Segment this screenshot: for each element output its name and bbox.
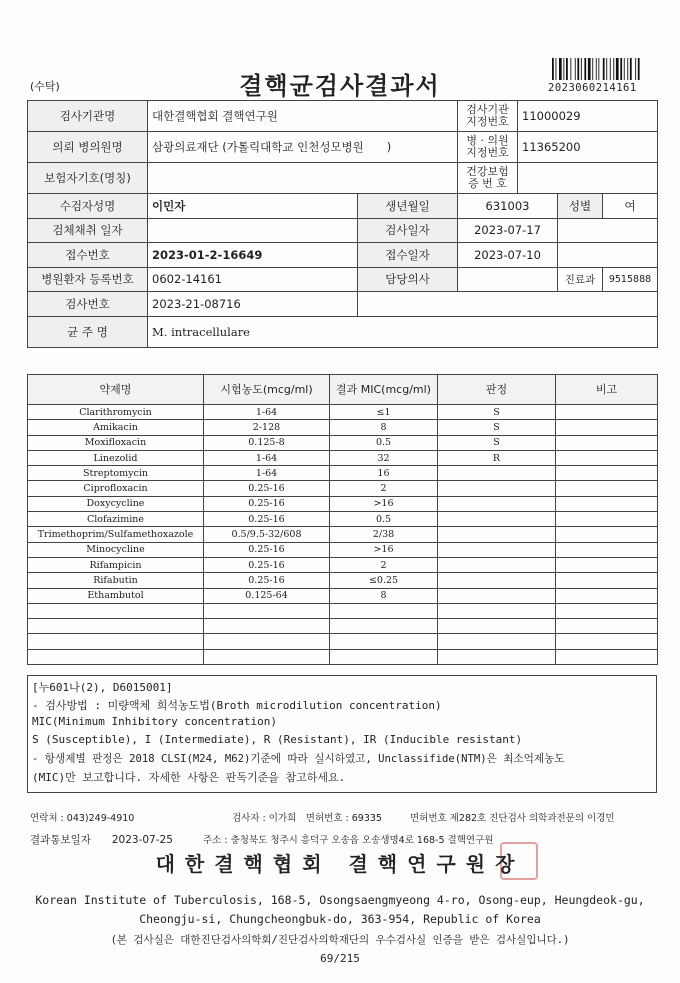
barcode-bar <box>556 58 557 80</box>
test-concentration: 1-64 <box>204 466 330 481</box>
barcode-bar <box>566 58 568 80</box>
info-row-insurance <box>28 163 658 194</box>
interpretation <box>438 573 556 588</box>
header-interpretation: 판정 <box>438 375 556 405</box>
empty-row <box>28 649 658 664</box>
barcode-bar <box>581 58 582 80</box>
barcode <box>552 58 652 80</box>
empty-cell <box>438 649 556 664</box>
remarks <box>556 512 658 527</box>
barcode-bar <box>584 58 586 80</box>
drug-name: Amikacin <box>28 420 204 435</box>
barcode-bar <box>616 58 619 80</box>
barcode-bar <box>638 58 640 80</box>
drug-row <box>28 405 658 420</box>
interpretation: R <box>438 450 556 465</box>
test-no-label: 검사번호 <box>28 292 148 317</box>
empty-cell <box>330 603 438 618</box>
dob: 631003 <box>458 194 558 219</box>
sex: 여 <box>603 194 658 219</box>
info-row-lab <box>28 101 658 132</box>
lab-code: 11000029 <box>518 101 658 132</box>
mic-result: 8 <box>330 588 438 603</box>
interpretation <box>438 481 556 496</box>
barcode-number: 2023060214161 <box>548 82 637 94</box>
test-concentration: 0.25-16 <box>204 496 330 511</box>
institute-name: 대한결핵협회 결핵연구원장 <box>155 852 525 876</box>
test-concentration: 0.25-16 <box>204 481 330 496</box>
receipt-date-label: 접수일자 <box>358 243 458 268</box>
empty-cell <box>204 649 330 664</box>
mic-result: 2 <box>330 481 438 496</box>
note-criteria: - 항생제별 판정은 2018 CLSI(M24, M62)기준에 따라 실시하였고, Unclassifide(NTM)은 최소억제농도 <box>32 753 565 765</box>
collect-date <box>148 218 358 243</box>
referral-label: 의뢰 병의원명 <box>28 132 148 163</box>
empty-row <box>28 634 658 649</box>
dept: 9515888 <box>603 267 658 292</box>
drug-row <box>28 542 658 557</box>
info-row-organism <box>28 316 658 347</box>
empty-cell <box>330 634 438 649</box>
remarks <box>556 496 658 511</box>
barcode-bar <box>624 58 625 80</box>
mic-result: 2 <box>330 557 438 572</box>
mic-result: ≤0.25 <box>330 573 438 588</box>
barcode-bar <box>606 58 607 80</box>
test-concentration: 1-64 <box>204 405 330 420</box>
document-title: 결핵균검사결과서 <box>239 72 441 100</box>
test-no: 2023-21-08716 <box>148 292 358 317</box>
note-mic: MIC(Minimum Inhibitory concentration) <box>32 715 278 728</box>
barcode-bar <box>552 58 554 80</box>
empty-cell <box>28 649 204 664</box>
interpretation <box>438 557 556 572</box>
lab-name: 대한결핵협회 결핵연구원 <box>148 101 458 132</box>
empty-cell <box>204 603 330 618</box>
notes-box <box>27 675 657 793</box>
drug-name: Doxycycline <box>28 496 204 511</box>
hosp-no-label: 병원환자 등록번호 <box>28 267 148 292</box>
empty-row <box>28 619 658 634</box>
health-ins <box>518 163 658 194</box>
empty-cell <box>438 603 556 618</box>
test-date: 2023-07-17 <box>458 218 558 243</box>
drug-row <box>28 420 658 435</box>
barcode-bar <box>570 58 571 80</box>
empty-cell <box>556 649 658 664</box>
empty-cell <box>28 619 204 634</box>
barcode-bar <box>627 58 628 80</box>
receipt-no: 2023-01-2-16649 <box>148 243 358 268</box>
mic-result: >16 <box>330 542 438 557</box>
empty-cell <box>556 634 658 649</box>
barcode-bar <box>610 58 611 80</box>
patient-label: 수검자성명 <box>28 194 148 219</box>
empty-cell <box>204 619 330 634</box>
drug-row <box>28 512 658 527</box>
notify-date: 결과통보일자 2023-07-25 <box>30 834 173 846</box>
drug-name: Trimethoprim/Sulfamethoxazole <box>28 527 204 542</box>
drug-name: Linezolid <box>28 450 204 465</box>
test-concentration: 0.5/9.5-32/608 <box>204 527 330 542</box>
mic-result: 8 <box>330 420 438 435</box>
drug-name: Clofazimine <box>28 512 204 527</box>
test-concentration: 0.25-16 <box>204 512 330 527</box>
test-concentration: 0.25-16 <box>204 573 330 588</box>
drug-table-header <box>28 375 658 405</box>
test-concentration: 0.125-64 <box>204 588 330 603</box>
header-concentration: 시험농도(mcg/ml) <box>204 375 330 405</box>
info-row-patient <box>28 194 658 219</box>
referral-code: 11365200 <box>518 132 658 163</box>
page-number: 69/215 <box>320 952 360 965</box>
empty-cell <box>438 634 556 649</box>
remarks <box>556 573 658 588</box>
address-ko: 주소 : 충청북도 청주시 흥덕구 오송읍 오송생명4로 168-5 결핵연구원 <box>203 835 494 846</box>
note-code: [누601나(2), D6015001] <box>32 681 173 694</box>
remarks <box>556 481 658 496</box>
info-row-referral <box>28 132 658 163</box>
remarks <box>556 542 658 557</box>
drug-row <box>28 481 658 496</box>
interpretation <box>438 527 556 542</box>
insured-label: 보험자기호(명칭) <box>28 163 148 194</box>
document-tag: (수탁) <box>30 80 60 93</box>
referral-code-label: 병 · 의원 지정번호 <box>458 132 518 163</box>
drug-row <box>28 588 658 603</box>
empty-cell <box>556 619 658 634</box>
mic-result: ≤1 <box>330 405 438 420</box>
barcode-bar <box>575 58 576 80</box>
interpretation <box>438 512 556 527</box>
lab-name-label: 검사기관명 <box>28 101 148 132</box>
empty-row <box>28 603 658 618</box>
note-criteria-cont: (MIC)만 보고합니다. 자세한 사항은 판독기준을 참고하세요. <box>32 771 346 784</box>
barcode-bar <box>620 58 622 80</box>
header-drug: 약제명 <box>28 375 204 405</box>
address-en-line2: Cheongju-si, Chungcheongbuk-do, 363-954, Republic of Korea <box>139 912 541 926</box>
info-table <box>27 100 658 348</box>
health-ins-label: 건강보험 증 번 호 <box>458 163 518 194</box>
receipt-no-label: 접수번호 <box>28 243 148 268</box>
header-mic: 결과 MIC(mcg/ml) <box>330 375 438 405</box>
drug-name: Minocycline <box>28 542 204 557</box>
empty-cell <box>358 292 658 317</box>
doctor-label: 담당의사 <box>358 267 458 292</box>
dept-label: 진료과 <box>558 267 603 292</box>
test-concentration: 1-64 <box>204 450 330 465</box>
remarks <box>556 435 658 450</box>
drug-row <box>28 573 658 588</box>
drug-row <box>28 527 658 542</box>
remarks <box>556 588 658 603</box>
drug-table <box>27 374 658 665</box>
doctor <box>458 267 558 292</box>
empty-cell <box>558 218 658 243</box>
info-row-dates <box>28 218 658 243</box>
empty-cell <box>438 619 556 634</box>
drug-name: Ciprofloxacin <box>28 481 204 496</box>
remarks <box>556 405 658 420</box>
mic-result: 2/38 <box>330 527 438 542</box>
sex-label: 성별 <box>558 194 603 219</box>
drug-row <box>28 435 658 450</box>
empty-cell <box>556 603 658 618</box>
drug-row <box>28 557 658 572</box>
remarks <box>556 420 658 435</box>
interpretation: S <box>438 435 556 450</box>
drug-row <box>28 496 658 511</box>
address-en-line1: Korean Institute of Tuberculosis, 168-5, Osongsaengmyeong 4-ro, Osong-eup, Heungdeok-gu, <box>35 893 645 907</box>
drug-name: Rifabutin <box>28 573 204 588</box>
lab-code-label: 검사기관 지정번호 <box>458 101 518 132</box>
referral-hospital: 삼광의료재단 (가톨릭대학교 인천성모병원 ) <box>148 132 458 163</box>
certification: (본 검사실은 대한진단검사의학회/진단검사의학재단의 우수검사실 인증을 받은 검사실입니다.) <box>110 934 570 946</box>
organism-label: 균 주 명 <box>28 316 148 347</box>
dob-label: 생년월일 <box>358 194 458 219</box>
interpretation: S <box>438 420 556 435</box>
barcode-bar <box>592 58 593 80</box>
barcode-bar <box>563 58 564 80</box>
mic-result: 16 <box>330 466 438 481</box>
barcode-bar <box>577 58 579 80</box>
barcode-bar <box>630 58 632 80</box>
interpretation <box>438 466 556 481</box>
header-remarks: 비고 <box>556 375 658 405</box>
insured <box>148 163 458 194</box>
barcode-bar <box>635 58 636 80</box>
organism: M. intracellulare <box>148 316 658 347</box>
drug-name: Clarithromycin <box>28 405 204 420</box>
specialist: 면허번호 제282호 진단검사 의학과전문의 이경민 <box>410 813 615 824</box>
barcode-bar <box>613 58 614 80</box>
remarks <box>556 466 658 481</box>
drug-name: Rifampicin <box>28 557 204 572</box>
interpretation <box>438 496 556 511</box>
info-row-test-no <box>28 292 658 317</box>
test-concentration: 0.25-16 <box>204 557 330 572</box>
contact: 연락처 : 043)249-4910 <box>30 813 135 824</box>
mic-result: 0.5 <box>330 435 438 450</box>
remarks <box>556 527 658 542</box>
empty-cell <box>28 603 204 618</box>
test-date-label: 검사일자 <box>358 218 458 243</box>
remarks <box>556 450 658 465</box>
patient-name: 이민자 <box>148 194 358 219</box>
interpretation: S <box>438 405 556 420</box>
test-concentration: 0.25-16 <box>204 542 330 557</box>
drug-name: Moxifloxacin <box>28 435 204 450</box>
drug-row <box>28 450 658 465</box>
info-row-hospital <box>28 267 658 292</box>
barcode-bar <box>598 58 599 80</box>
note-method: - 검사방법 : 미량액체 희석농도법(Broth microdilution concentration) <box>32 699 442 712</box>
drug-name: Streptomycin <box>28 466 204 481</box>
mic-result: 32 <box>330 450 438 465</box>
drug-row <box>28 466 658 481</box>
empty-cell <box>28 634 204 649</box>
hosp-no: 0602-14161 <box>148 267 358 292</box>
drug-name: Ethambutol <box>28 588 204 603</box>
empty-cell <box>330 649 438 664</box>
empty-cell <box>558 243 658 268</box>
examiner: 검사자 : 이가희 면허번호 : 69335 <box>232 813 382 824</box>
collect-label: 검체채취 일자 <box>28 218 148 243</box>
barcode-bar <box>596 58 597 80</box>
mic-result: 0.5 <box>330 512 438 527</box>
interpretation <box>438 588 556 603</box>
interpretation <box>438 542 556 557</box>
empty-cell <box>330 619 438 634</box>
test-concentration: 0.125-8 <box>204 435 330 450</box>
info-row-receipt <box>28 243 658 268</box>
barcode-bar <box>588 58 591 80</box>
test-concentration: 2-128 <box>204 420 330 435</box>
barcode-bar <box>559 58 562 80</box>
remarks <box>556 557 658 572</box>
empty-cell <box>204 634 330 649</box>
mic-result: >16 <box>330 496 438 511</box>
note-legend: S (Susceptible), I (Intermediate), R (Resistant), IR (Inducible resistant) <box>32 733 523 746</box>
barcode-bar <box>603 58 605 80</box>
receipt-date: 2023-07-10 <box>458 243 558 268</box>
